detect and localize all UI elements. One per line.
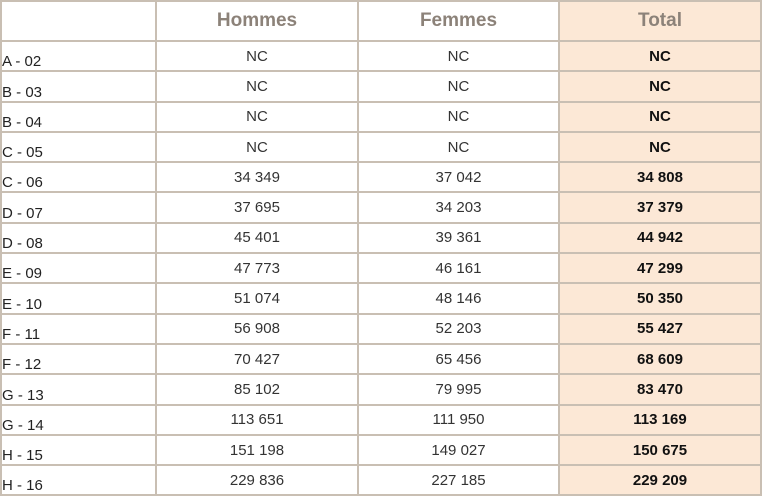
cell-femmes: 46 161 xyxy=(358,253,559,283)
table-row xyxy=(1,132,761,162)
table-row xyxy=(1,102,761,132)
cell-femmes: 39 361 xyxy=(358,223,559,253)
table-row xyxy=(1,41,761,71)
cell-femmes: 149 027 xyxy=(358,435,559,465)
table-row xyxy=(1,283,761,313)
header-total: Total xyxy=(559,1,761,41)
cell-femmes: 34 203 xyxy=(358,192,559,222)
cell-total: 37 379 xyxy=(559,192,761,222)
table-row xyxy=(1,192,761,222)
header-row xyxy=(1,1,761,41)
row-label: D - 08 xyxy=(1,223,156,253)
cell-hommes: 45 401 xyxy=(156,223,358,253)
table-row xyxy=(1,314,761,344)
row-label: E - 10 xyxy=(1,283,156,313)
table-header xyxy=(1,1,761,41)
cell-hommes: 47 773 xyxy=(156,253,358,283)
cell-total: 34 808 xyxy=(559,162,761,192)
cell-total: 44 942 xyxy=(559,223,761,253)
table-row xyxy=(1,253,761,283)
row-label: H - 16 xyxy=(1,465,156,495)
cell-hommes: 70 427 xyxy=(156,344,358,374)
cell-total: NC xyxy=(559,132,761,162)
cell-total: 68 609 xyxy=(559,344,761,374)
cell-total: 229 209 xyxy=(559,465,761,495)
table-row xyxy=(1,405,761,435)
cell-total: NC xyxy=(559,71,761,101)
cell-femmes: NC xyxy=(358,132,559,162)
cell-femmes: 65 456 xyxy=(358,344,559,374)
row-label: D - 07 xyxy=(1,192,156,222)
cell-total: 113 169 xyxy=(559,405,761,435)
cell-femmes: 111 950 xyxy=(358,405,559,435)
cell-hommes: NC xyxy=(156,71,358,101)
table-row xyxy=(1,465,761,495)
table-body xyxy=(1,41,761,495)
cell-total: 55 427 xyxy=(559,314,761,344)
table-row xyxy=(1,435,761,465)
table-row xyxy=(1,223,761,253)
cell-hommes: 151 198 xyxy=(156,435,358,465)
header-corner xyxy=(1,1,156,41)
cell-total: 47 299 xyxy=(559,253,761,283)
cell-hommes: NC xyxy=(156,102,358,132)
table-row xyxy=(1,344,761,374)
cell-hommes: 229 836 xyxy=(156,465,358,495)
cell-femmes: 52 203 xyxy=(358,314,559,344)
cell-total: NC xyxy=(559,102,761,132)
cell-hommes: 34 349 xyxy=(156,162,358,192)
row-label: C - 06 xyxy=(1,162,156,192)
cell-hommes: 56 908 xyxy=(156,314,358,344)
cell-femmes: 227 185 xyxy=(358,465,559,495)
cell-hommes: 37 695 xyxy=(156,192,358,222)
row-label: E - 09 xyxy=(1,253,156,283)
cell-total: 150 675 xyxy=(559,435,761,465)
cell-hommes: NC xyxy=(156,132,358,162)
cell-femmes: NC xyxy=(358,71,559,101)
table-row xyxy=(1,162,761,192)
cell-femmes: 37 042 xyxy=(358,162,559,192)
row-label: B - 04 xyxy=(1,102,156,132)
row-label: B - 03 xyxy=(1,71,156,101)
row-label: G - 14 xyxy=(1,405,156,435)
cell-total: 50 350 xyxy=(559,283,761,313)
row-label: H - 15 xyxy=(1,435,156,465)
cell-femmes: NC xyxy=(358,41,559,71)
cell-hommes: NC xyxy=(156,41,358,71)
cell-femmes: NC xyxy=(358,102,559,132)
row-label: F - 11 xyxy=(1,314,156,344)
cell-femmes: 48 146 xyxy=(358,283,559,313)
table-row xyxy=(1,374,761,404)
cell-hommes: 113 651 xyxy=(156,405,358,435)
cell-femmes: 79 995 xyxy=(358,374,559,404)
header-femmes: Femmes xyxy=(358,1,559,41)
cell-total: 83 470 xyxy=(559,374,761,404)
row-label: C - 05 xyxy=(1,132,156,162)
table-row xyxy=(1,71,761,101)
row-label: A - 02 xyxy=(1,41,156,71)
cell-hommes: 85 102 xyxy=(156,374,358,404)
row-label: F - 12 xyxy=(1,344,156,374)
cell-total: NC xyxy=(559,41,761,71)
cell-hommes: 51 074 xyxy=(156,283,358,313)
row-label: G - 13 xyxy=(1,374,156,404)
header-hommes: Hommes xyxy=(156,1,358,41)
